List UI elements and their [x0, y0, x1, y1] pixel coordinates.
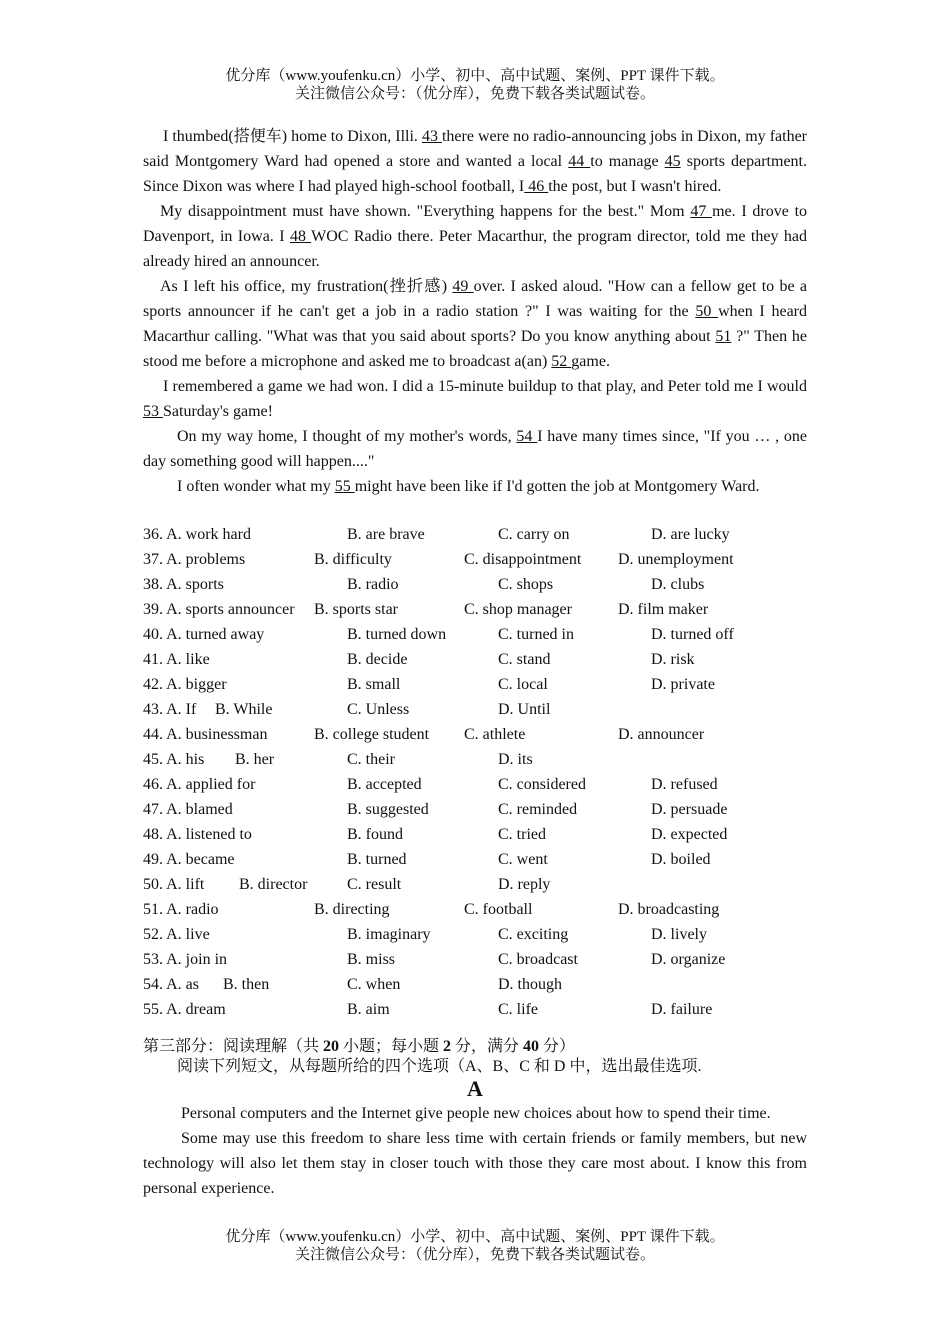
header-line-1: 优分库（www.youfenku.cn）小学、初中、高中试题、案例、PPT 课件下载。: [225, 68, 725, 84]
option-row: [143, 997, 807, 1022]
option-row: [143, 897, 807, 922]
option-d: D. risk: [651, 651, 695, 668]
answer-options: [143, 522, 807, 1022]
blank-46: 46: [524, 178, 549, 195]
option-c: C. football: [464, 901, 533, 918]
option-b: B. imaginary: [347, 926, 431, 943]
blank-47: 47: [690, 203, 713, 220]
option-b: B. suggested: [347, 801, 429, 818]
passage-paragraph-1: I thumbed(搭便车) home to Dixon, Illi. 43 there were no radio-announcing jobs in Dixon, my father said Montgomery Ward had opened a store and wanted a local 44 to manage 45 sports department. Since Dixon was where I had played high-school football, I 46 the post, but I wasn't hired.: [143, 128, 807, 195]
option-b: B. radio: [347, 576, 399, 593]
passage-paragraph-4: I remembered a game we had won. I did a 15-minute buildup to that play, and Peter told me I would 53 Saturday's game!: [143, 378, 807, 420]
reading-paragraph-2: Some may use this freedom to share less time with certain friends or family members, but new technology will also let them stay in closer touch with those they care most about. I know this from personal experience.: [143, 1130, 807, 1197]
option-a: 36. A. work hard: [143, 526, 251, 543]
option-c: C. their: [347, 751, 395, 768]
blank-55: 55: [334, 478, 355, 495]
option-c: C. turned in: [498, 626, 574, 643]
option-a: 47. A. blamed: [143, 801, 233, 818]
option-a: 42. A. bigger: [143, 676, 227, 693]
option-a: 54. A. as: [143, 976, 199, 993]
option-a: 52. A. live: [143, 926, 210, 943]
option-b: B. sports star: [314, 601, 398, 618]
blank-48: 48: [289, 228, 312, 245]
option-a: 37. A. problems: [143, 551, 246, 568]
option-c: C. stand: [498, 651, 551, 668]
option-d: D. lively: [651, 926, 707, 943]
option-b: B. her: [235, 751, 275, 768]
part3-heading: [143, 1037, 807, 1077]
option-row: [143, 947, 807, 972]
option-d: D. reply: [498, 876, 551, 893]
option-d: D. though: [498, 976, 562, 993]
option-c: C. shop manager: [464, 601, 572, 618]
option-b: B. accepted: [347, 776, 422, 793]
option-row: [143, 797, 807, 822]
option-d: D. refused: [651, 776, 718, 793]
option-b: B. directing: [314, 901, 390, 918]
option-c: C. Unless: [347, 701, 410, 718]
option-d: D. its: [498, 751, 533, 768]
reading-paragraph-1: Personal computers and the Internet give people new choices about how to spend their time.: [181, 1105, 771, 1122]
blank-49: 49: [452, 278, 474, 295]
option-c: C. reminded: [498, 801, 578, 818]
option-d: D. are lucky: [651, 526, 730, 543]
passage-paragraph-2: My disappointment must have shown. "Everything happens for the best." Mom 47 me. I drove to Davenport, in Iowa. I 48 WOC Radio there. Peter Macarthur, the program director, told me they had already hired an announcer.: [143, 203, 808, 270]
option-d: D. expected: [651, 826, 728, 843]
option-b: B. While: [215, 701, 273, 718]
option-b: B. turned down: [347, 626, 447, 643]
option-row: [143, 697, 807, 722]
option-c: C. carry on: [498, 526, 570, 543]
footer-line-2: 关注微信公众号：（优分库），免费下载各类试题试卷。: [294, 1247, 655, 1263]
option-c: C. went: [498, 851, 548, 868]
option-row: [143, 972, 807, 997]
part3-instruction: 阅读下列短文，从每题所给的四个选项（A、B、C 和 D 中，选出最佳选项.: [177, 1058, 702, 1075]
option-d: D. failure: [651, 1001, 713, 1018]
option-a: 40. A. turned away: [143, 626, 265, 643]
option-c: C. when: [347, 976, 401, 993]
header-line-2: 关注微信公众号：（优分库），免费下载各类试题试卷。: [294, 86, 655, 102]
option-c: C. considered: [498, 776, 586, 793]
option-a: 50. A. lift: [143, 876, 205, 893]
option-b: B. aim: [347, 1001, 390, 1018]
option-d: D. announcer: [618, 726, 705, 743]
option-row: [143, 647, 807, 672]
option-c: C. disappointment: [464, 551, 582, 568]
option-b: B. found: [347, 826, 403, 843]
blank-54: 54: [516, 428, 538, 445]
cloze-passage: [143, 124, 807, 499]
option-c: C. athlete: [464, 726, 526, 743]
option-c: C. exciting: [498, 926, 569, 943]
option-a: 38. A. sports: [143, 576, 224, 593]
option-a: 53. A. join in: [143, 951, 228, 968]
part3-title: 第三部分：阅读理解（共 20 小题；每小题 2 分，满分 40 分）: [143, 1038, 576, 1055]
option-d: D. Until: [498, 701, 551, 718]
option-row: [143, 847, 807, 872]
option-row: [143, 772, 807, 797]
option-a: 48. A. listened to: [143, 826, 252, 843]
passage-paragraph-5: On my way home, I thought of my mother's words, 54 I have many times since, "If you … , one day something good will happen....": [143, 428, 808, 470]
option-d: D. organize: [651, 951, 726, 968]
option-row: [143, 547, 807, 572]
option-a: 44. A. businessman: [143, 726, 268, 743]
option-row: [143, 722, 807, 747]
option-d: D. persuade: [651, 801, 728, 818]
option-a: 45. A. his: [143, 751, 205, 768]
blank-51: 51: [715, 328, 732, 345]
option-c: C. tried: [498, 826, 546, 843]
blank-44: 44: [568, 153, 591, 170]
option-b: B. are brave: [347, 526, 425, 543]
footer-line-1: 优分库（www.youfenku.cn）小学、初中、高中试题、案例、PPT 课件下载。: [225, 1229, 725, 1245]
option-d: D. unemployment: [618, 551, 734, 568]
page-footer: [0, 1228, 950, 1264]
option-a: 49. A. became: [143, 851, 235, 868]
reading-passage: [143, 1101, 807, 1201]
option-row: [143, 572, 807, 597]
blank-52: 52: [551, 353, 572, 370]
option-c: C. life: [498, 1001, 538, 1018]
passage-paragraph-3: As I left his office, my frustration(挫折感) 49 over. I asked aloud. "How can a fellow get to be a sports announcer if he can't get a job in a radio station ?" I was waiting for the 50 when I heard Macarthur calling. "What was that you said about sports? Do you know anything about 51 ?" Then he stood me before a microphone and asked me to broadcast a(an) 52 game.: [143, 278, 808, 370]
option-b: B. turned: [347, 851, 407, 868]
blank-43: 43: [421, 128, 442, 145]
option-b: B. director: [239, 876, 308, 893]
option-b: B. miss: [347, 951, 396, 968]
option-d: D. boiled: [651, 851, 711, 868]
option-a: 43. A. If: [143, 701, 197, 718]
option-a: 41. A. like: [143, 651, 210, 668]
option-row: [143, 747, 807, 772]
option-d: D. broadcasting: [618, 901, 720, 918]
option-b: B. college student: [314, 726, 430, 743]
blank-53: 53: [143, 403, 163, 420]
option-c: C. result: [347, 876, 402, 893]
option-row: [143, 522, 807, 547]
option-a: 51. A. radio: [143, 901, 219, 918]
section-title: A: [467, 1076, 483, 1101]
option-b: B. difficulty: [314, 551, 392, 568]
option-c: C. shops: [498, 576, 554, 593]
option-c: C. broadcast: [498, 951, 578, 968]
option-row: [143, 672, 807, 697]
blank-50: 50: [695, 303, 719, 320]
option-row: [143, 822, 807, 847]
option-a: 39. A. sports announcer: [143, 601, 295, 618]
option-c: C. local: [498, 676, 548, 693]
option-d: D. film maker: [618, 601, 709, 618]
option-row: [143, 872, 807, 897]
option-row: [143, 622, 807, 647]
option-row: [143, 597, 807, 622]
option-a: 55. A. dream: [143, 1001, 226, 1018]
option-b: B. small: [347, 676, 401, 693]
page-header: [0, 67, 950, 103]
option-a: 46. A. applied for: [143, 776, 256, 793]
blank-45: 45: [664, 153, 681, 170]
option-row: [143, 922, 807, 947]
option-d: D. turned off: [651, 626, 734, 643]
option-b: B. decide: [347, 651, 408, 668]
passage-paragraph-6: I often wonder what my 55 might have been like if I'd gotten the job at Montgomery Ward.: [177, 478, 760, 495]
option-d: D. private: [651, 676, 715, 693]
option-b: B. then: [223, 976, 270, 993]
option-d: D. clubs: [651, 576, 705, 593]
